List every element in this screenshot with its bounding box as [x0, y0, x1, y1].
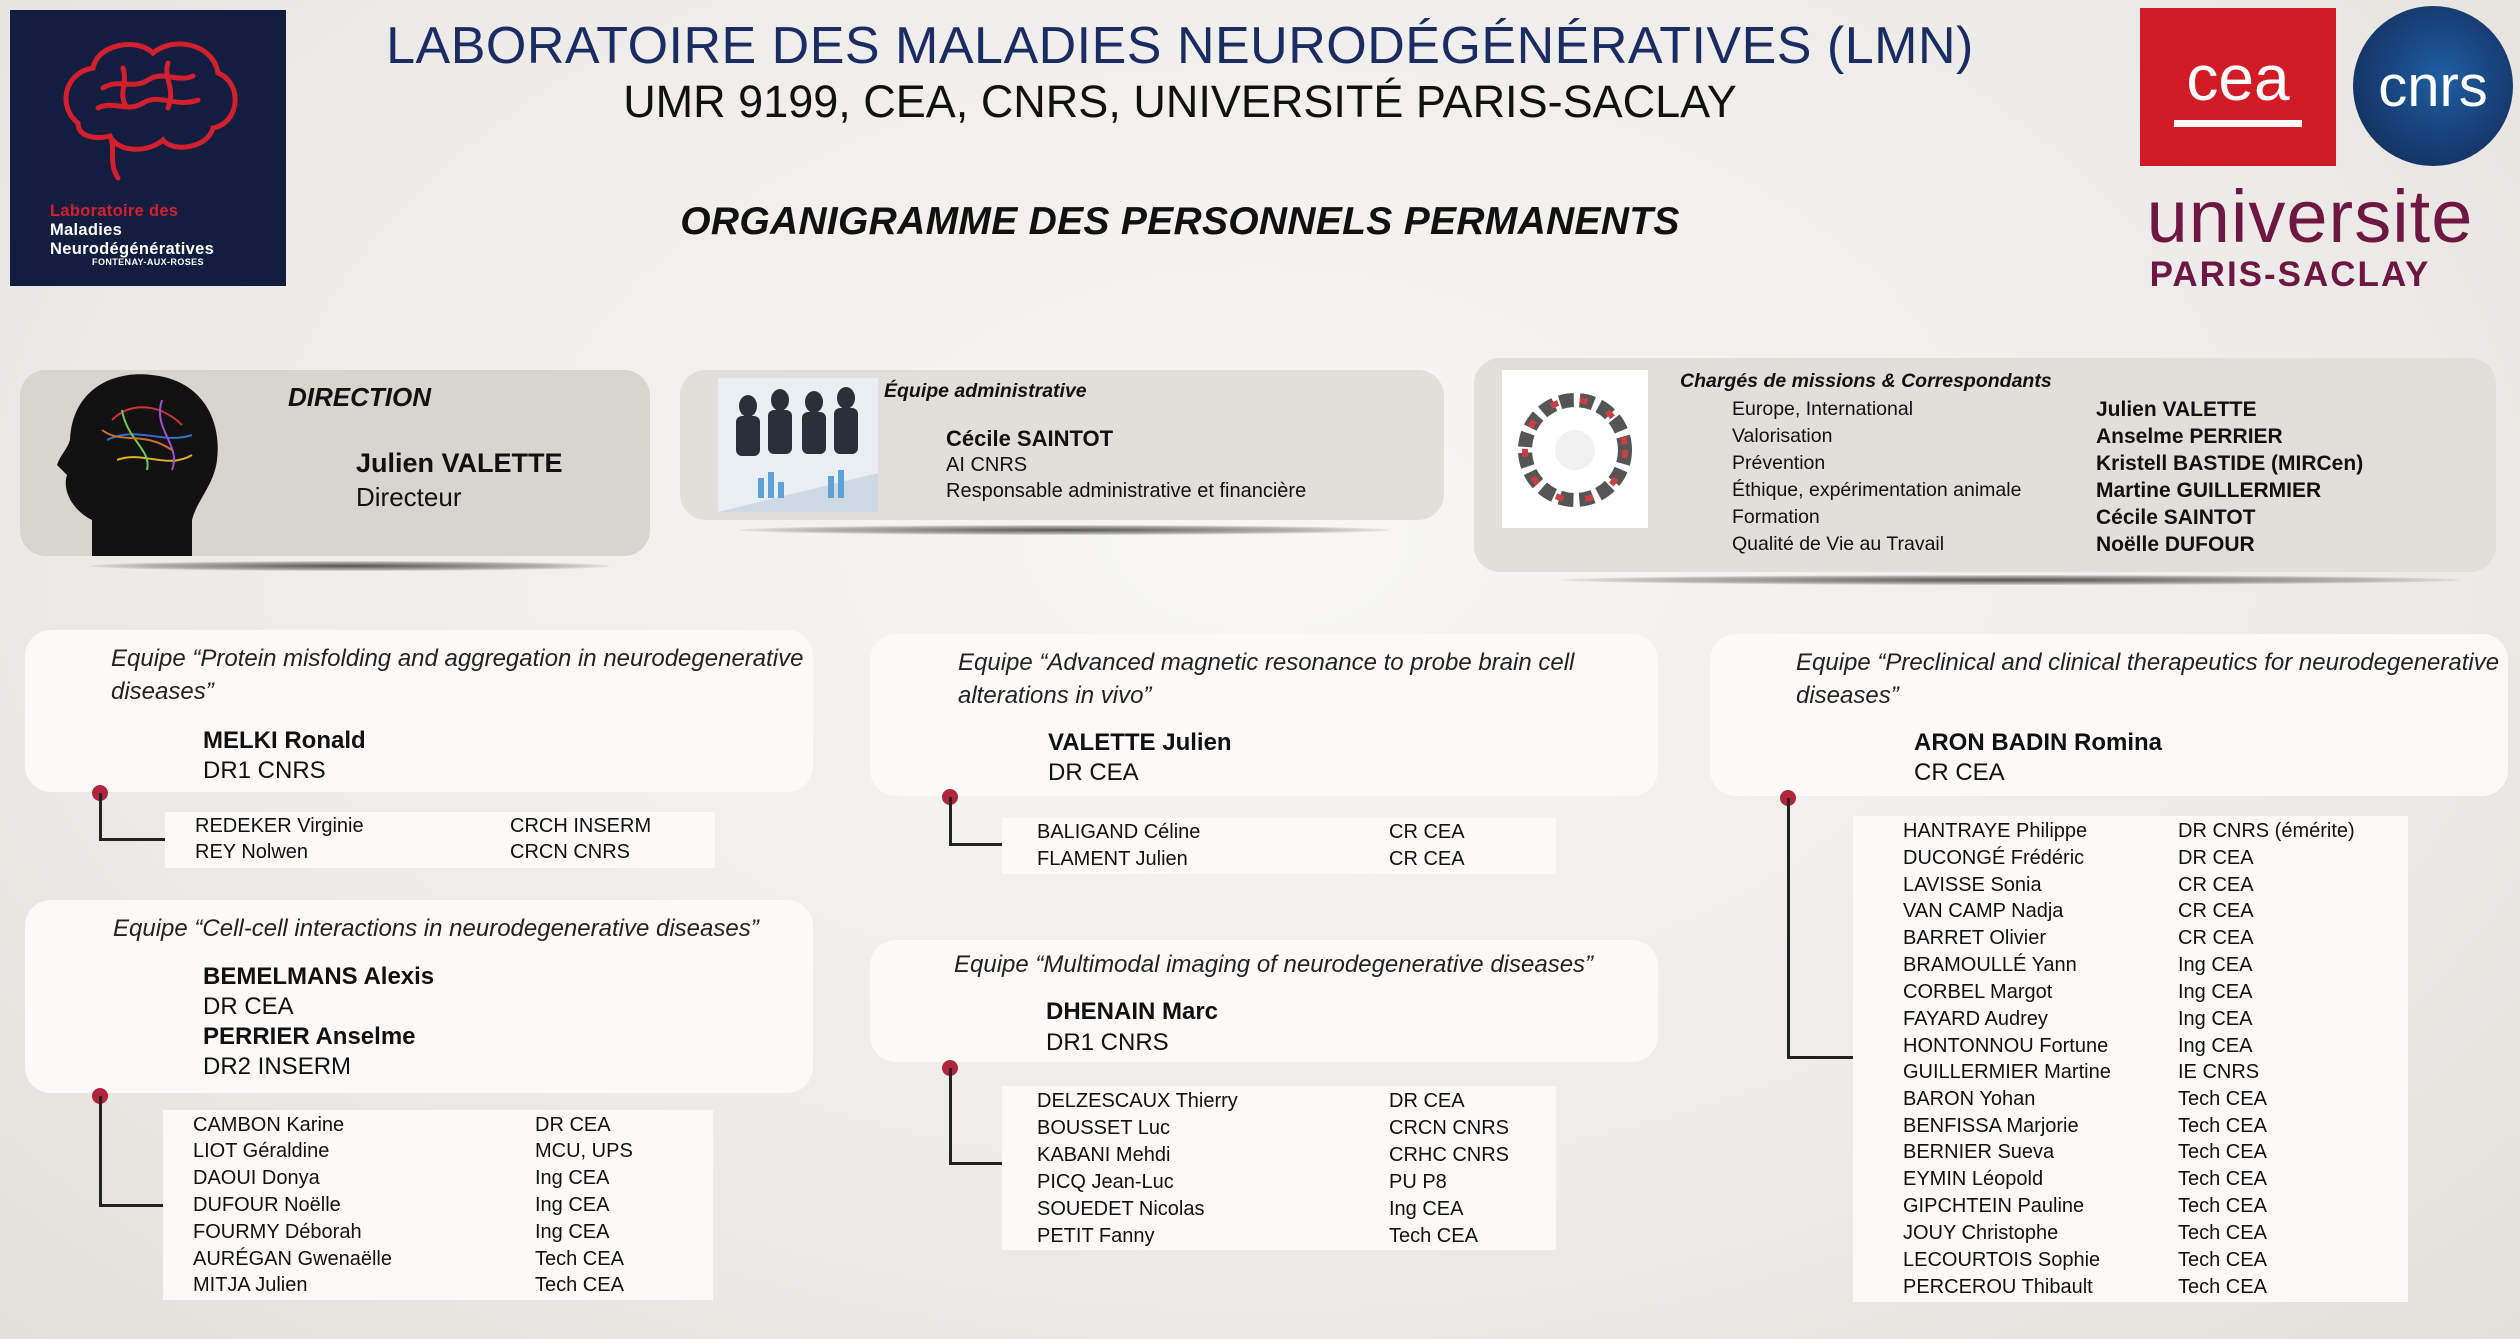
lmn-logo-place: FONTENAY-AUX-ROSES [92, 257, 204, 267]
team-box-magnetic-resonance [870, 634, 1658, 796]
member-role: IE CNRS [2178, 1061, 2260, 1083]
team-members-multimodal-imaging [1002, 1086, 1556, 1250]
member-role: CR CEA [1389, 821, 1465, 843]
member-name: DUCONGÉ Frédéric [1903, 847, 2085, 869]
member-role: Tech CEA [2178, 1088, 2267, 1110]
member-name: LAVISSE Sonia [1903, 874, 2042, 896]
member-name: REY Nolwen [195, 841, 309, 863]
member-role: Tech CEA [1389, 1225, 1478, 1247]
member-name: DUFOUR Noëlle [193, 1194, 341, 1216]
member-role: Tech CEA [2178, 1276, 2267, 1298]
member-name: BENFISSA Marjorie [1903, 1115, 2079, 1137]
member-role: PU P8 [1389, 1171, 1447, 1193]
lmn-logo-line: Laboratoire des [50, 202, 179, 220]
director-role: Directeur [356, 482, 462, 512]
member-role: CRCH INSERM [510, 815, 652, 837]
member-name: BALIGAND Céline [1037, 821, 1201, 843]
team-leader-role: DR CEA [1048, 759, 1139, 786]
team-leader-role: DR1 CNRS [203, 757, 326, 784]
team-members-preclinical-therapeutics [1853, 816, 2408, 1302]
connector-line [949, 843, 1002, 846]
member-role: CR CEA [2178, 900, 2254, 922]
member-role: Tech CEA [2178, 1249, 2267, 1271]
member-name: EYMIN Léopold [1903, 1168, 2044, 1190]
team-title: Equipe “Advanced magnetic resonance to probe brain cell [958, 649, 1575, 676]
team-circle-photo [1502, 370, 1648, 528]
admin-heading: Équipe administrative [884, 380, 1087, 402]
mission-person: Noëlle DUFOUR [2096, 533, 2255, 556]
team-leader-role: DR1 CNRS [1046, 1029, 1169, 1056]
team-box-protein-misfolding [25, 630, 813, 792]
member-name: MITJA Julien [193, 1274, 308, 1296]
team-members-cell-cell-interactions [163, 1110, 713, 1300]
team-box-preclinical-therapeutics [1710, 634, 2508, 796]
member-role: Tech CEA [535, 1248, 624, 1270]
member-role: MCU, UPS [535, 1140, 633, 1162]
team-leader-name: VALETTE Julien [1048, 729, 1232, 756]
mission-person: Kristell BASTIDE (MIRCen) [2096, 452, 2364, 475]
direction-box [20, 370, 650, 556]
admin-name: Cécile SAINTOT [946, 426, 1114, 451]
member-role: Ing CEA [2178, 1035, 2253, 1057]
svg-text:cnrs: cnrs [2378, 54, 2488, 119]
ups-logo-line2: PARIS-SACLAY [2149, 255, 2431, 294]
member-name: CORBEL Margot [1903, 981, 2053, 1003]
member-name: PERCEROU Thibault [1903, 1276, 2093, 1298]
admin-role: AI CNRS [946, 454, 1028, 476]
lmn-logo-text [50, 202, 270, 259]
member-name: FOURMY Déborah [193, 1221, 362, 1243]
member-name: BARRET Olivier [1903, 927, 2046, 949]
mission-person: Anselme PERRIER [2096, 425, 2283, 448]
member-role: DR CEA [1389, 1090, 1465, 1112]
member-role: DR CEA [535, 1114, 611, 1136]
head-brain-icon [52, 370, 222, 556]
mission-label: Éthique, expérimentation animale [1732, 479, 2022, 501]
mission-label: Valorisation [1732, 425, 1833, 447]
office-photo [718, 378, 878, 512]
member-name: DAOUI Donya [193, 1167, 320, 1189]
missions-heading: Chargés de missions & Correspondants [1680, 370, 2052, 392]
team-leader-role: DR CEA [203, 993, 294, 1020]
lmn-logo [10, 10, 286, 286]
member-role: Tech CEA [2178, 1141, 2267, 1163]
team-leader-name: PERRIER Anselme [203, 1023, 416, 1050]
member-name: AURÉGAN Gwenaëlle [193, 1248, 392, 1270]
member-name: DELZESCAUX Thierry [1037, 1090, 1238, 1112]
member-name: BRAMOULLÉ Yann [1903, 954, 2077, 976]
box-shadow [90, 561, 610, 571]
connector-line [99, 1204, 163, 1207]
member-name: KABANI Mehdi [1037, 1144, 1171, 1166]
member-role: CRHC CNRS [1389, 1144, 1509, 1166]
mission-label: Prévention [1732, 452, 1826, 474]
cea-logo [2140, 8, 2336, 166]
team-title: Equipe “Multimodal imaging of neurodegenerative diseases” [954, 951, 1594, 978]
connector-line [99, 793, 102, 840]
cnrs-logo-mark [2353, 6, 2513, 166]
direction-heading: DIRECTION [288, 382, 431, 412]
team-leader-name: MELKI Ronald [203, 727, 366, 754]
director-name: Julien VALETTE [356, 448, 563, 478]
member-role: Ing CEA [535, 1221, 610, 1243]
member-name: BOUSSET Luc [1037, 1117, 1171, 1139]
team-title: Equipe “Cell-cell interactions in neurodegenerative diseases” [113, 915, 759, 942]
member-role: DR CEA [2178, 847, 2254, 869]
team-members-magnetic-resonance [1002, 818, 1556, 874]
member-name: PICQ Jean-Luc [1037, 1171, 1174, 1193]
member-name: FAYARD Audrey [1903, 1008, 2048, 1030]
admin-box [680, 370, 1444, 520]
member-role: CR CEA [2178, 874, 2254, 896]
team-title: Equipe “Protein misfolding and aggregation in neurodegenerative [111, 645, 804, 672]
member-name: VAN CAMP Nadja [1903, 900, 2064, 922]
connector-line [99, 838, 165, 841]
member-name: FLAMENT Julien [1037, 848, 1188, 870]
box-shadow [740, 525, 1390, 535]
team-box-multimodal-imaging [870, 940, 1658, 1062]
member-name: JOUY Christophe [1903, 1222, 2059, 1244]
member-role: Ing CEA [1389, 1198, 1464, 1220]
member-name: SOUEDET Nicolas [1037, 1198, 1205, 1220]
connector-line [949, 1068, 952, 1164]
member-role: DR CNRS (émérite) [2178, 820, 2355, 842]
member-role: Tech CEA [2178, 1115, 2267, 1137]
member-name: GIPCHTEIN Pauline [1903, 1195, 2085, 1217]
connector-line [99, 1096, 102, 1206]
member-role: CRCN CNRS [1389, 1117, 1509, 1139]
lmn-logo-line: Neurodégénératives [50, 240, 215, 258]
team-title: diseases” [111, 678, 214, 705]
connector-line [949, 797, 952, 845]
admin-function: Responsable administrative et financière [946, 480, 1307, 502]
team-leader-role: DR2 INSERM [203, 1053, 352, 1080]
lmn-logo-line: Maladies [50, 221, 123, 239]
member-name: PETIT Fanny [1037, 1225, 1155, 1247]
member-role: Ing CEA [2178, 954, 2253, 976]
member-role: CRCN CNRS [510, 841, 630, 863]
team-title: alterations in vivo” [958, 682, 1152, 709]
ups-logo-line1: universite [2146, 175, 2474, 258]
member-name: HONTONNOU Fortune [1903, 1035, 2109, 1057]
team-title: Equipe “Preclinical and clinical therapeutics for neurodegenerative [1796, 649, 2500, 676]
member-name: HANTRAYE Philippe [1903, 820, 2088, 842]
mission-person: Martine GUILLERMIER [2096, 479, 2322, 502]
member-role: Ing CEA [535, 1167, 610, 1189]
mission-label: Formation [1732, 506, 1820, 528]
member-name: GUILLERMIER Martine [1903, 1061, 2111, 1083]
member-role: Tech CEA [535, 1274, 624, 1296]
member-role: Ing CEA [2178, 981, 2253, 1003]
team-leader-role: CR CEA [1914, 759, 2005, 786]
member-name: BARON Yohan [1903, 1088, 2036, 1110]
member-name: REDEKER Virginie [195, 815, 364, 837]
member-role: CR CEA [2178, 927, 2254, 949]
team-leader-name: DHENAIN Marc [1046, 998, 1219, 1025]
lab-title: LABORATOIRE DES MALADIES NEURODÉGÉNÉRATIVES (LMN) [386, 17, 1974, 75]
member-role: Tech CEA [2178, 1168, 2267, 1190]
box-shadow [1560, 575, 2460, 585]
mission-label: Qualité de Vie au Travail [1732, 533, 1945, 555]
missions-box [1474, 358, 2496, 572]
team-members-protein-misfolding [165, 812, 715, 868]
cea-logo-mark [2140, 8, 2336, 166]
member-name: BERNIER Sueva [1903, 1141, 2055, 1163]
connector-line [949, 1162, 1002, 1165]
connector-line [1787, 798, 1790, 1058]
member-name: CAMBON Karine [193, 1114, 345, 1136]
team-box-cell-cell-interactions [25, 900, 813, 1093]
cnrs-logo [2353, 6, 2513, 166]
member-role: Ing CEA [2178, 1008, 2253, 1030]
org-chart-title: ORGANIGRAMME DES PERSONNELS PERMANENTS [680, 200, 1680, 243]
member-role: Ing CEA [535, 1194, 610, 1216]
mission-label: Europe, International [1732, 398, 1914, 420]
member-name: LIOT Géraldine [193, 1140, 330, 1162]
member-role: CR CEA [1389, 848, 1465, 870]
brain-icon [48, 28, 248, 188]
mission-person: Julien VALETTE [2096, 398, 2257, 421]
team-leader-name: ARON BADIN Romina [1914, 729, 2163, 756]
lab-subtitle: UMR 9199, CEA, CNRS, UNIVERSITÉ PARIS-SACLAY [623, 76, 1737, 127]
member-role: Tech CEA [2178, 1222, 2267, 1244]
member-name: LECOURTOIS Sophie [1903, 1249, 2101, 1271]
team-leader-name: BEMELMANS Alexis [203, 963, 435, 990]
member-role: Tech CEA [2178, 1195, 2267, 1217]
svg-text:cea: cea [2186, 42, 2290, 114]
connector-line [1787, 1056, 1853, 1059]
team-title: diseases” [1796, 682, 1899, 709]
mission-person: Cécile SAINTOT [2096, 506, 2256, 529]
